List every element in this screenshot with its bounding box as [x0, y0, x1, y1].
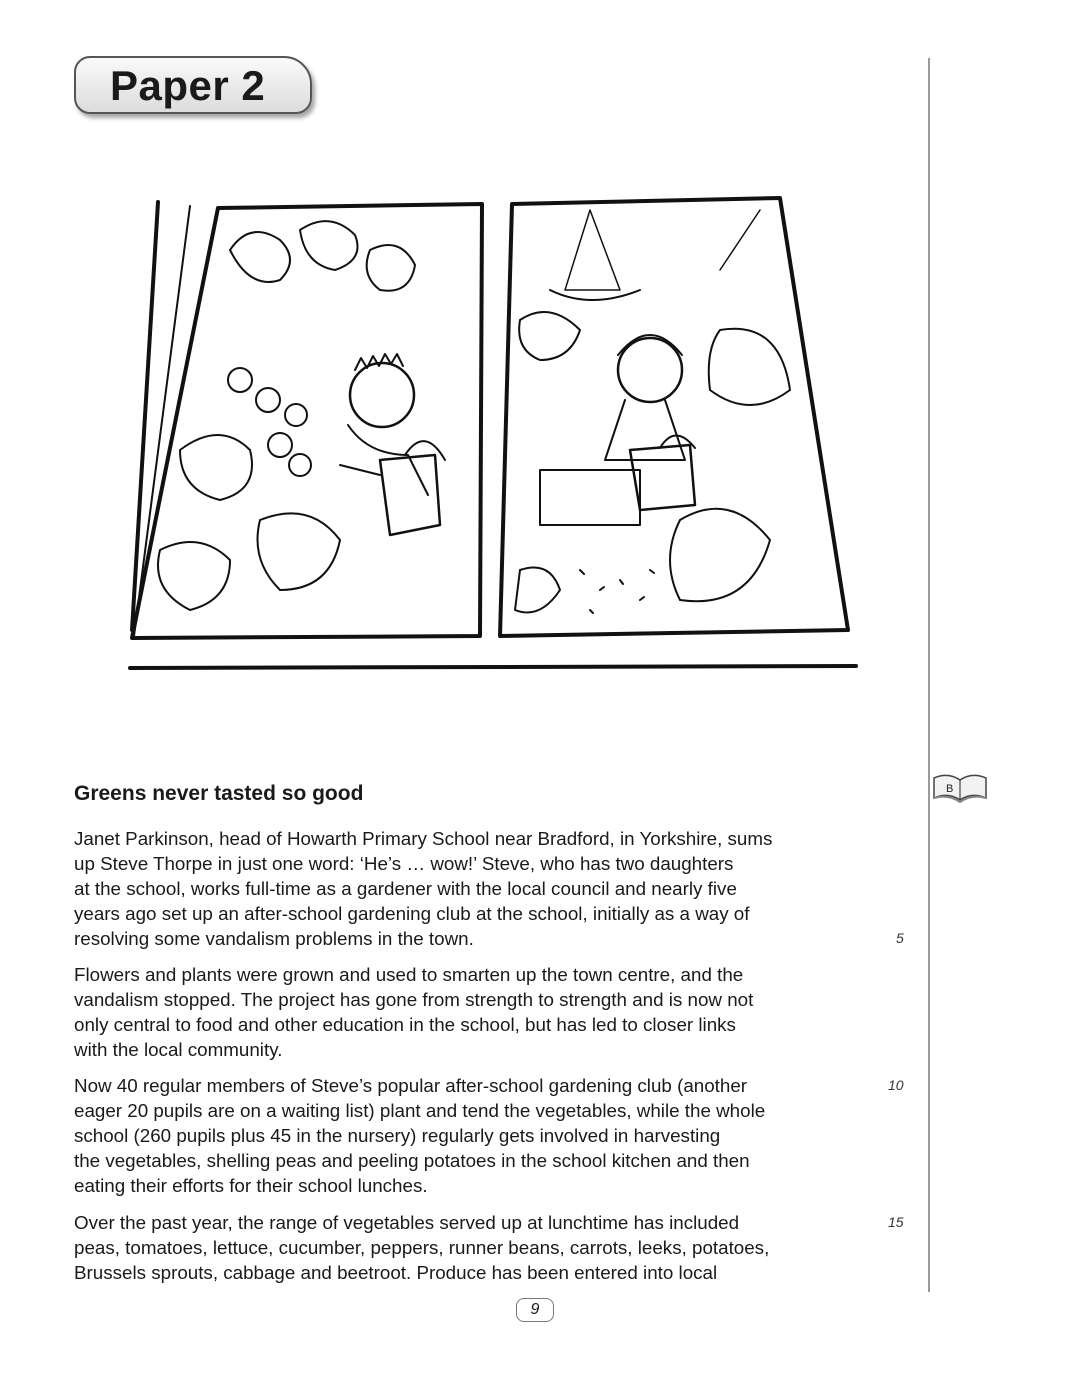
margin-rule — [928, 58, 930, 1292]
paragraph-4: Over the past year, the range of vegetables served up at lunchtime has included peas, tomatoes, lettuce, cucumber, peppers, runner beans, carrots, leeks, potatoes, Brussels sprouts, cabbage and beetroot. Produce has been entered into local — [74, 1212, 770, 1283]
article-title: Greens never tasted so good — [74, 782, 364, 805]
page-number: 9 — [516, 1298, 554, 1322]
paper-tab-label: Paper 2 — [110, 62, 266, 109]
paper-tab — [74, 56, 312, 114]
line-number-5: 5 — [896, 930, 904, 946]
paragraph-2: Flowers and plants were grown and used to smarten up the town centre, and the vandalism stopped. The project has gone from strength to strength and is now not only central to food and other education in the school, but has led to closer links with the local community. — [74, 964, 754, 1060]
line-number-15: 15 — [888, 1214, 904, 1230]
line-number-10: 10 — [888, 1077, 904, 1093]
book-icon — [930, 770, 990, 804]
paragraph-1: Janet Parkinson, head of Howarth Primary School near Bradford, in Yorkshire, sums up Steve Thorpe in just one word: ‘He’s … wow!’ Steve, who has two daughters at the school, works full-time as a gardener with the local council and nearly five years ago set up an after-school gardening club at the school, initially as a way of resolving some vandalism problems in the town. — [74, 828, 773, 949]
paragraph-3: Now 40 regular members of Steve’s popular after-school gardening club (another eager 20 pupils are on a waiting list) plant and tend the vegetables, while the whole school (260 pupils plus 45 in the nursery) regularly gets involved in harvesting the vegetables, shelling peas and peeling potatoes in the school kitchen and then eating their efforts for their school lunches. — [74, 1075, 766, 1196]
greenhouse-illustration — [120, 190, 860, 680]
svg-text:B: B — [946, 783, 954, 795]
